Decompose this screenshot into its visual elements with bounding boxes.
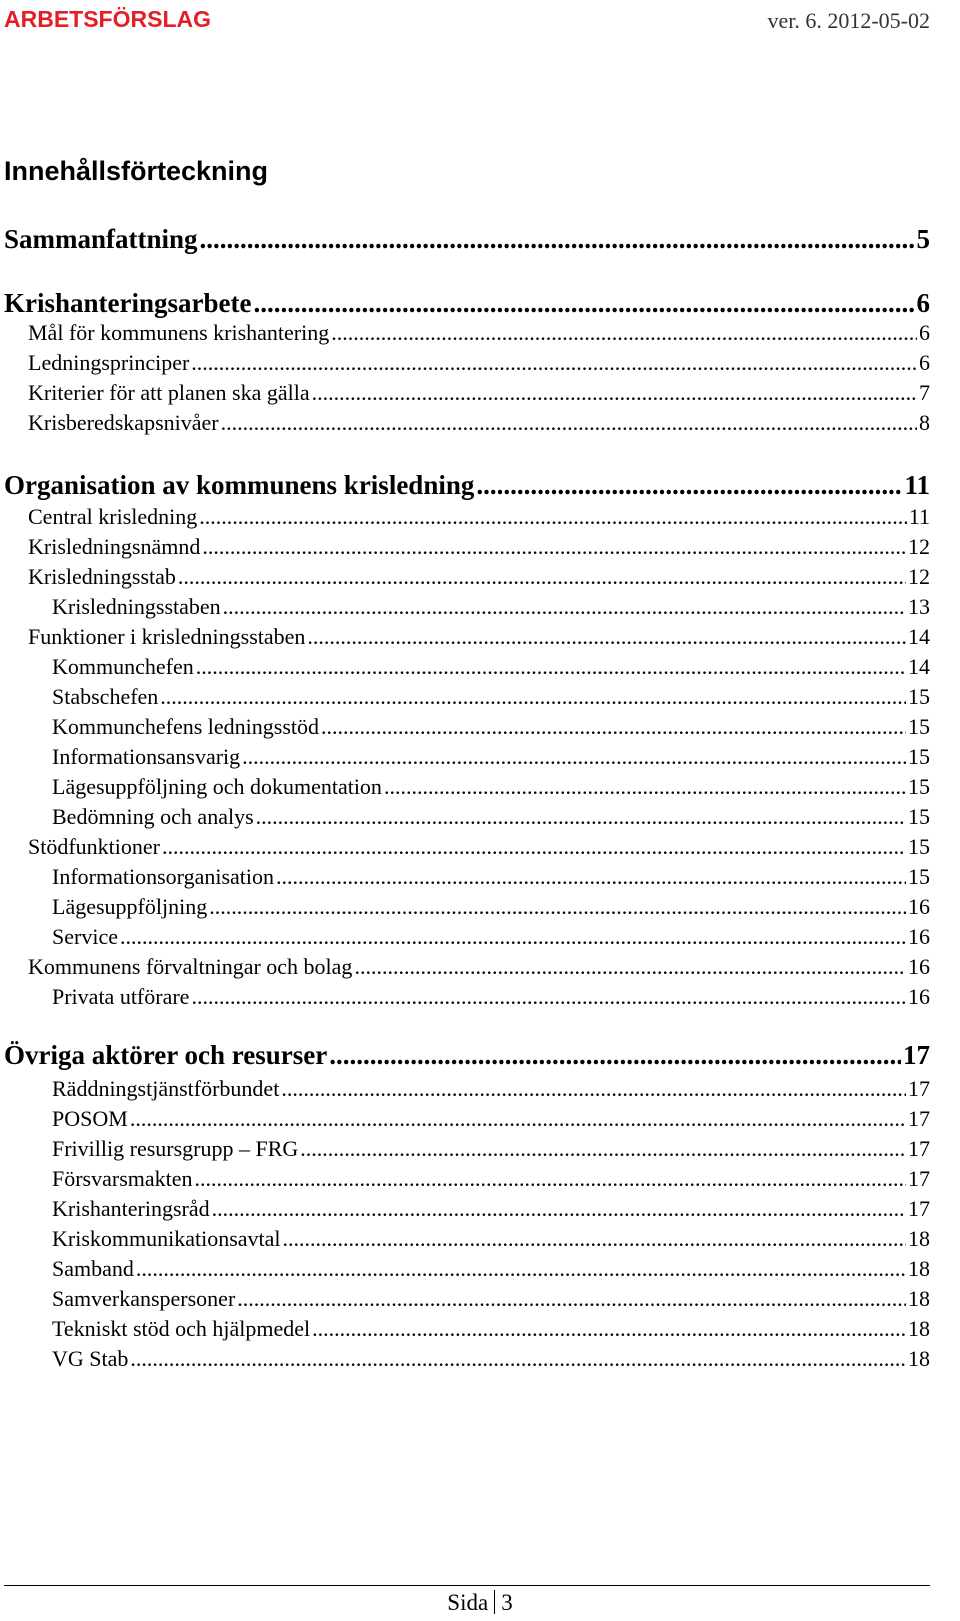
toc-entry-page: 17 xyxy=(908,1166,930,1191)
toc-entry-page: 12 xyxy=(908,534,930,559)
toc-dot-leader xyxy=(283,1226,906,1252)
toc-entry[interactable] xyxy=(4,1166,930,1192)
toc-entry-page: 13 xyxy=(908,594,930,619)
toc-entry-title: Samverkanspersoner xyxy=(52,1286,236,1311)
toc-entry[interactable] xyxy=(4,1040,930,1071)
toc-entry-title: Ledningsprinciper xyxy=(28,350,190,375)
footer-page-number: 3 xyxy=(501,1590,513,1615)
toc-entry-title: Bedömning och analys xyxy=(52,804,254,829)
toc-entry[interactable] xyxy=(4,954,930,980)
toc-entry[interactable] xyxy=(4,470,930,501)
toc-entry[interactable] xyxy=(4,224,930,255)
toc-dot-leader xyxy=(160,684,906,710)
toc-entry-title: Informationsansvarig xyxy=(52,744,241,769)
toc-entry-title: Stödfunktioner xyxy=(28,834,160,859)
toc-entry-title: Frivillig resursgrupp – FRG xyxy=(52,1136,299,1161)
toc-dot-leader xyxy=(321,714,906,740)
toc-entry-page: 15 xyxy=(908,714,930,739)
footer-separator xyxy=(494,1590,495,1614)
toc-dot-leader xyxy=(237,1286,906,1312)
toc-entry[interactable] xyxy=(4,350,930,376)
toc-entry-page: 17 xyxy=(908,1196,930,1221)
toc-entry-title: Samband xyxy=(52,1256,134,1281)
toc-dot-leader xyxy=(195,1166,906,1192)
toc-entry[interactable] xyxy=(4,804,930,830)
toc-entry-title: VG Stab xyxy=(52,1346,129,1371)
toc-dot-leader xyxy=(212,1196,906,1222)
toc-entry[interactable] xyxy=(4,654,930,680)
toc-entry-page: 14 xyxy=(908,654,930,679)
toc-title: Innehållsförteckning xyxy=(4,156,269,186)
toc-entry-title: Stabschefen xyxy=(52,684,159,709)
toc-entry-title: Service xyxy=(52,924,118,949)
toc-dot-leader xyxy=(199,504,907,530)
toc-dot-leader xyxy=(191,984,906,1010)
toc-dot-leader xyxy=(162,834,906,860)
toc-entry-page: 15 xyxy=(908,774,930,799)
toc-entry-title: Informationsorganisation xyxy=(52,864,274,889)
toc-entry-title: Krisledningsstaben xyxy=(52,594,221,619)
toc-entry-title: Kriskommunikationsavtal xyxy=(52,1226,281,1251)
toc-entry-title: Krisberedskapsnivåer xyxy=(28,410,219,435)
toc-entry-page: 18 xyxy=(908,1316,930,1341)
toc-entry-title: Räddningstjänstförbundet xyxy=(52,1076,280,1101)
toc-entry-page: 18 xyxy=(908,1226,930,1251)
toc-dot-leader xyxy=(242,744,906,770)
toc-entry[interactable] xyxy=(4,1076,930,1102)
toc-dot-leader xyxy=(253,288,914,319)
toc-dot-leader xyxy=(476,470,902,501)
toc-entry-page: 16 xyxy=(908,984,930,1009)
toc-entry-title: Kriterier för att planen ska gälla xyxy=(28,380,310,405)
toc-entry-page: 15 xyxy=(908,834,930,859)
toc-entry[interactable] xyxy=(4,894,930,920)
toc-entry-title: Organisation av kommunens krisledning xyxy=(4,470,475,500)
toc-entry-page: 16 xyxy=(908,954,930,979)
toc-entry-title: Krisledningsnämnd xyxy=(28,534,201,559)
toc-entry-page: 17 xyxy=(903,1040,930,1070)
draft-label: ARBETSFÖRSLAG xyxy=(4,6,211,32)
toc-entry[interactable] xyxy=(4,744,930,770)
toc-entry[interactable] xyxy=(4,714,930,740)
toc-entry-page: 8 xyxy=(919,410,930,435)
toc-entry-title: Mål för kommunens krishantering xyxy=(28,320,330,345)
toc-entry-title: Central krisledning xyxy=(28,504,198,529)
toc-entry-page: 18 xyxy=(908,1286,930,1311)
toc-entry[interactable] xyxy=(4,1256,930,1282)
toc-entry-page: 17 xyxy=(908,1136,930,1161)
toc-entry-page: 7 xyxy=(919,380,930,405)
toc-entry[interactable] xyxy=(4,774,930,800)
toc-entry[interactable] xyxy=(4,594,930,620)
toc-entry-title: Sammanfattning xyxy=(4,224,198,254)
toc-entry-title: Kommunens förvaltningar och bolag xyxy=(28,954,353,979)
toc-entry-title: Tekniskt stöd och hjälpmedel xyxy=(52,1316,311,1341)
toc-entry[interactable] xyxy=(4,288,930,319)
toc-entry-title: Krishanteringsråd xyxy=(52,1196,210,1221)
toc-entry[interactable] xyxy=(4,1136,930,1162)
toc-dot-leader xyxy=(281,1076,906,1102)
toc-entry[interactable] xyxy=(4,924,930,950)
toc-entry-title: Krishanteringsarbete xyxy=(4,288,252,318)
toc-entry[interactable] xyxy=(4,1196,930,1222)
version-label: ver. 6. 2012-05-02 xyxy=(767,8,930,33)
toc-entry-page: 11 xyxy=(904,470,930,500)
toc-entry-page: 11 xyxy=(908,504,930,529)
toc-dot-leader xyxy=(312,380,917,406)
toc-entry-page: 6 xyxy=(919,350,930,375)
toc-entry-title: Kommunchefens ledningsstöd xyxy=(52,714,320,739)
toc-dot-leader xyxy=(120,924,906,950)
toc-dot-leader xyxy=(209,894,906,920)
toc-entry-page: 16 xyxy=(908,894,930,919)
toc-entry-page: 12 xyxy=(908,564,930,589)
toc-entry-title: Övriga aktörer och resurser xyxy=(4,1040,328,1070)
toc-dot-leader xyxy=(136,1256,906,1282)
toc-dot-leader xyxy=(130,1346,906,1372)
table-of-contents xyxy=(4,0,930,1450)
toc-entry-page: 6 xyxy=(916,288,930,318)
toc-entry-title: Kommunchefen xyxy=(52,654,194,679)
toc-entry[interactable] xyxy=(4,534,930,560)
toc-entry[interactable] xyxy=(4,834,930,860)
toc-entry-title: Funktioner i krisledningsstaben xyxy=(28,624,306,649)
footer-label: Sida xyxy=(447,1590,489,1615)
toc-entry-page: 14 xyxy=(908,624,930,649)
toc-dot-leader xyxy=(384,774,906,800)
toc-entry-title: Lägesuppföljning xyxy=(52,894,208,919)
toc-dot-leader xyxy=(329,1040,901,1071)
toc-entry-page: 16 xyxy=(908,924,930,949)
toc-entry-title: Krisledningsstab xyxy=(28,564,176,589)
toc-entry-page: 15 xyxy=(908,744,930,769)
toc-dot-leader xyxy=(276,864,906,890)
toc-entry[interactable] xyxy=(4,380,930,406)
toc-dot-leader xyxy=(223,594,906,620)
toc-entry[interactable] xyxy=(4,984,930,1010)
toc-entry[interactable] xyxy=(4,1106,930,1132)
toc-entry[interactable] xyxy=(4,320,930,346)
toc-entry[interactable] xyxy=(4,504,930,530)
toc-dot-leader xyxy=(354,954,906,980)
footer-divider xyxy=(4,1585,930,1586)
toc-dot-leader xyxy=(130,1106,906,1132)
toc-entry-title: POSOM xyxy=(52,1106,128,1131)
toc-dot-leader xyxy=(200,224,915,255)
toc-entry-title: Lägesuppföljning och dokumentation xyxy=(52,774,382,799)
toc-entry[interactable] xyxy=(4,684,930,710)
toc-entry-title: Privata utförare xyxy=(52,984,190,1009)
toc-dot-leader xyxy=(178,564,906,590)
toc-entry-page: 15 xyxy=(908,804,930,829)
toc-entry-page: 17 xyxy=(908,1106,930,1131)
toc-dot-leader xyxy=(307,624,906,650)
toc-dot-leader xyxy=(221,410,917,436)
toc-entry-page: 18 xyxy=(908,1256,930,1281)
toc-entry[interactable] xyxy=(4,564,930,590)
page-footer xyxy=(0,1590,960,1616)
toc-entry-page: 6 xyxy=(919,320,930,345)
toc-entry-page: 15 xyxy=(908,684,930,709)
toc-entry[interactable] xyxy=(4,864,930,890)
toc-entry[interactable] xyxy=(4,1226,930,1252)
toc-entry-page: 15 xyxy=(908,864,930,889)
toc-entry[interactable] xyxy=(4,624,930,650)
toc-dot-leader xyxy=(331,320,917,346)
toc-entry[interactable] xyxy=(4,1286,930,1312)
toc-entry[interactable] xyxy=(4,1316,930,1342)
toc-dot-leader xyxy=(191,350,917,376)
toc-entry[interactable] xyxy=(4,410,930,436)
toc-entry-title: Försvarsmakten xyxy=(52,1166,193,1191)
toc-entry-page: 17 xyxy=(908,1076,930,1101)
toc-dot-leader xyxy=(300,1136,906,1162)
toc-dot-leader xyxy=(202,534,906,560)
toc-dot-leader xyxy=(196,654,906,680)
toc-entry-page: 18 xyxy=(908,1346,930,1371)
toc-dot-leader xyxy=(312,1316,906,1342)
toc-dot-leader xyxy=(256,804,906,830)
toc-entry[interactable] xyxy=(4,1346,930,1372)
toc-entry-page: 5 xyxy=(916,224,930,254)
